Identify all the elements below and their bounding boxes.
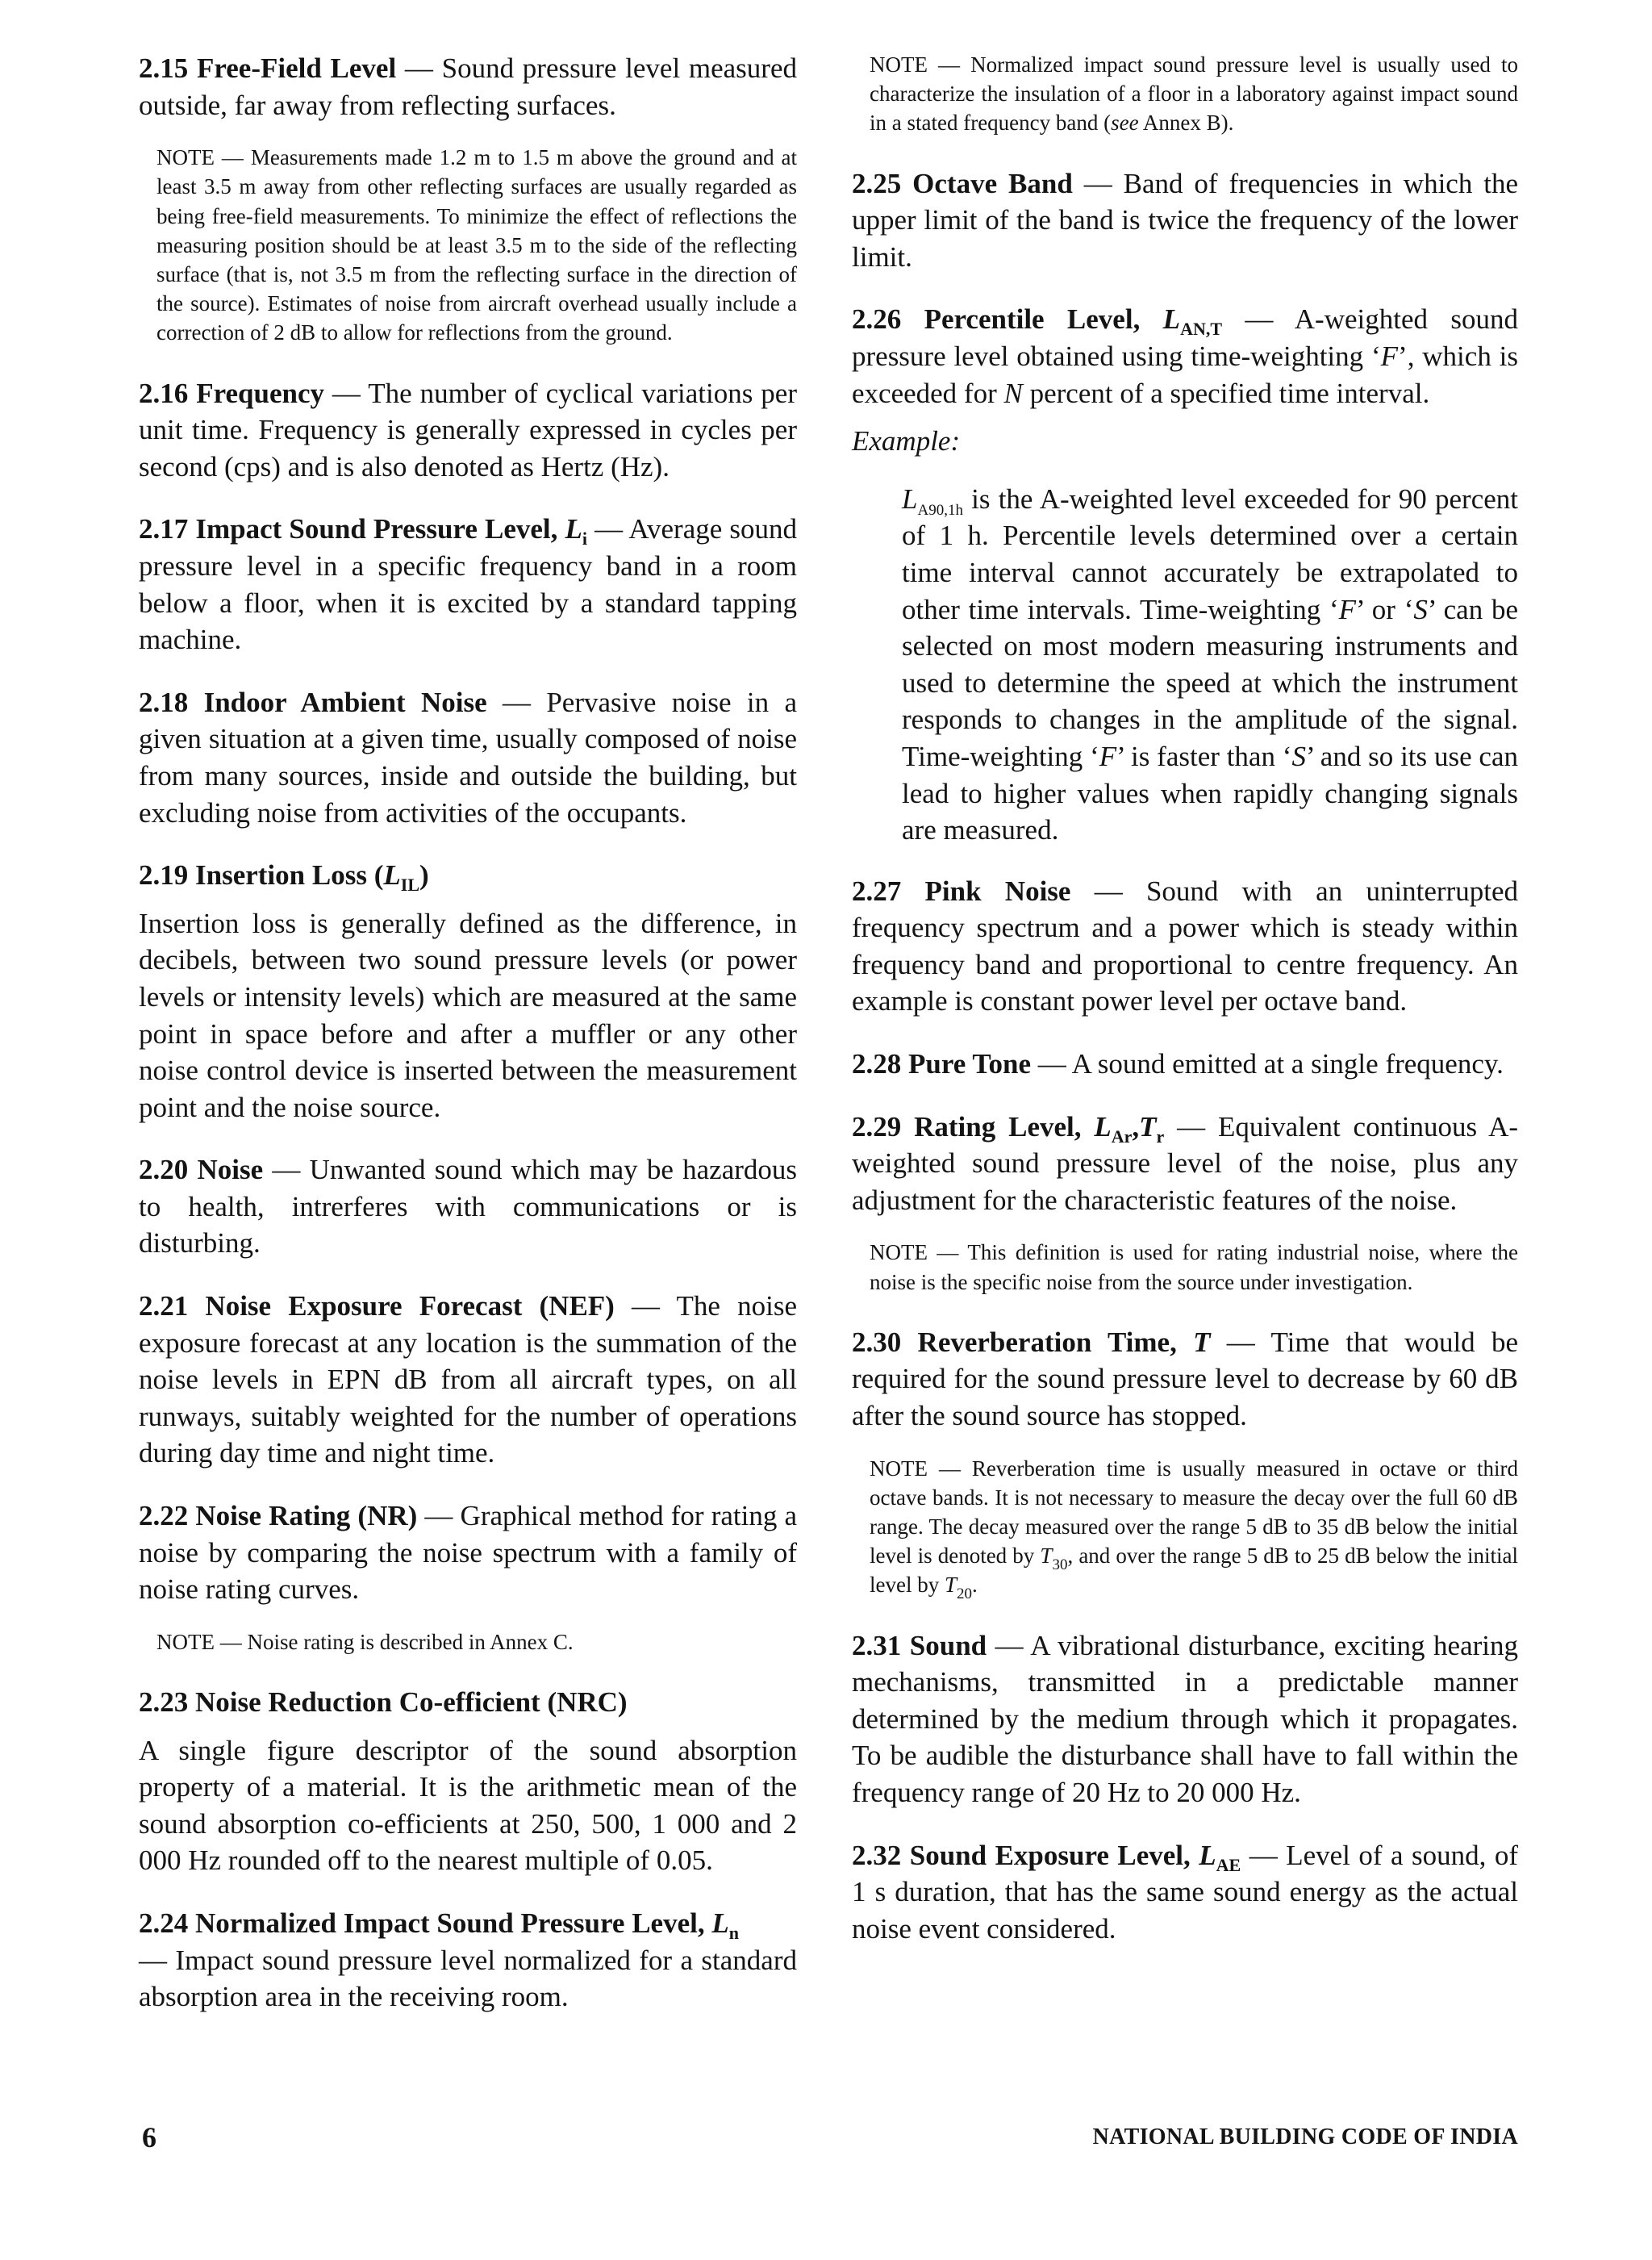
clause-heading: 2.23 Noise Reduction Co-efficient (NRC) bbox=[139, 1686, 628, 1719]
subscript: r bbox=[1156, 1126, 1165, 1147]
dash: — bbox=[1241, 1839, 1287, 1871]
dash: — bbox=[1031, 1048, 1072, 1080]
symbol: L bbox=[383, 859, 401, 892]
symbol: T bbox=[944, 1573, 957, 1598]
subscript: AN,T bbox=[1180, 319, 1223, 340]
heading-text: 2.29 Rating Level, bbox=[852, 1110, 1095, 1143]
note-text: NOTE — Normalized impact sound pressure level is usually used to characterize the insulation of a floor in a laboratory against impact sound in a stated frequency band ( bbox=[870, 52, 1518, 136]
clause-heading bbox=[139, 1907, 739, 1943]
dash: — bbox=[987, 1629, 1031, 1661]
clause-2-19-heading bbox=[139, 857, 797, 894]
dash: — bbox=[263, 1154, 310, 1186]
clause-2-20 bbox=[139, 1151, 797, 1262]
clause-heading bbox=[852, 303, 1223, 340]
clause-heading: 2.16 Frequency bbox=[139, 377, 324, 409]
symbol: L bbox=[565, 513, 582, 545]
symbol: T bbox=[1040, 1544, 1053, 1569]
heading-text: 2.17 Impact Sound Pressure Level, bbox=[139, 513, 565, 545]
symbol: L bbox=[711, 1907, 729, 1939]
clause-2-16 bbox=[139, 375, 797, 486]
italic-f: F bbox=[1380, 340, 1399, 372]
symbol: T bbox=[1139, 1110, 1157, 1143]
note-text: , and over the range 5 dB to 25 dB below the initial level by bbox=[870, 1544, 1518, 1598]
right-column bbox=[852, 50, 1518, 1973]
clause-heading: 2.15 Free-Field Level bbox=[139, 52, 397, 84]
clause-text: Pervasive noise in a given situation at a given time, usually composed of noise from many sources, inside and outside the building, but excluding noise from activities of the occupants. bbox=[139, 686, 797, 829]
italic-f: F bbox=[1338, 593, 1357, 625]
subscript: Ar bbox=[1111, 1126, 1133, 1147]
subscript: IL bbox=[400, 875, 420, 896]
clause-2-22 bbox=[139, 1498, 797, 1608]
clause-heading bbox=[139, 513, 588, 549]
note-text-end: Annex B). bbox=[1138, 111, 1234, 136]
clause-heading bbox=[852, 1110, 1165, 1147]
clause-text: A-weighted sound pressure level obtained using time-weighting ‘ bbox=[852, 303, 1518, 372]
clause-text: Sound pressure level measured outside, far away from reflecting surfaces. bbox=[139, 52, 797, 121]
clause-2-24 bbox=[139, 1905, 797, 2016]
note-2-22: NOTE — Noise rating is described in Annex C. bbox=[156, 1629, 574, 1654]
dash: — bbox=[396, 52, 442, 84]
clause-text: ’, which is exceeded for bbox=[852, 340, 1518, 409]
dash: — bbox=[323, 377, 369, 409]
italic-s: S bbox=[1413, 593, 1428, 625]
note-2-15: NOTE — Measurements made 1.2 m to 1.5 m above the ground and at least 3.5 m away from other reflecting surfaces are usually regarded as being free-field measurements. To minimize the effect of reflections the measuring position should be at least 3.5 m to the side of the reflecting surface (that is, not 3.5 m from the reflecting surface in the direction of the source). Estimates of noise from aircraft overhead usually include a correction of 2 dB to allow for reflections from the ground. bbox=[156, 145, 797, 345]
dash: — bbox=[1164, 1110, 1219, 1143]
note-text: NOTE — Reverberation time is usually measured in octave or third octave bands. It is not necessary to measure the decay over the full 60 dB range. The decay measured over the range 5 dB to 35 dB below the initial level is denoted by bbox=[870, 1456, 1518, 1569]
clause-2-29 bbox=[852, 1109, 1518, 1219]
clause-heading: 2.28 Pure Tone bbox=[852, 1048, 1032, 1080]
heading-text: 2.32 Sound Exposure Level, bbox=[852, 1839, 1199, 1871]
clause-heading: 2.21 Noise Exposure Forecast (NEF) bbox=[139, 1290, 615, 1322]
clause-2-18 bbox=[139, 684, 797, 831]
italic-s: S bbox=[1291, 740, 1306, 772]
subscript: 30 bbox=[1052, 1556, 1068, 1574]
italic-f: F bbox=[1099, 740, 1117, 772]
symbol: L bbox=[1162, 303, 1181, 336]
clause-text: Equivalent continuous A-weighted sound pressure level of the noise, plus any adjustment for the characteristic features of the noise. bbox=[852, 1110, 1518, 1216]
note-2-30 bbox=[870, 1454, 1518, 1603]
clause-text: Graphical method for rating a noise by comparing the noise spectrum with a family of noise rating curves. bbox=[139, 1500, 798, 1606]
clause-2-31 bbox=[852, 1627, 1518, 1811]
dash: — bbox=[486, 686, 547, 718]
clause-heading: 2.22 Noise Rating (NR) bbox=[139, 1500, 418, 1532]
subscript: A90,1h bbox=[917, 501, 963, 519]
dash: — bbox=[1210, 1326, 1271, 1358]
clause-2-17 bbox=[139, 511, 797, 658]
clause-text: The noise exposure forecast at any location is the summation of the noise levels in EPN dB from all aircraft types, on all runways, suitably weighted for the number of operations during day time and night time. bbox=[139, 1290, 797, 1469]
heading-text: 2.24 Normalized Impact Sound Pressure Level, bbox=[139, 1907, 712, 1939]
dash: — bbox=[1070, 875, 1146, 907]
example-text: is the A-weighted level exceeded for 90 percent of 1 h. Percentile levels determined over a certain time interval cannot accurately be extrapolated to other time intervals. Time-weighting ‘ bbox=[902, 482, 1518, 625]
clause-heading bbox=[139, 859, 429, 896]
clause-text: A vibrational disturbance, exciting hearing mechanisms, transmitted in a predictable manner determined by the medium through which it propagates. To be audible the disturbance shall have to fall within the frequency range of 20 Hz to 20 000 Hz. bbox=[852, 1629, 1518, 1809]
heading-text: 2.26 Percentile Level, bbox=[852, 303, 1163, 336]
clause-text: Time that would be required for the sound pressure level to decrease by 60 dB after the sound source has stopped. bbox=[852, 1326, 1518, 1432]
heading-text: 2.19 Insertion Loss ( bbox=[139, 859, 384, 892]
clause-2-23-text: A single figure descriptor of the sound absorption property of a material. It is the arithmetic mean of the sound absorption co-efficients at 250, 500, 1 000 and 2 000 Hz rounded off to the nearest multiple of 0.05. bbox=[139, 1734, 797, 1877]
note-text: . bbox=[972, 1573, 978, 1598]
clause-heading: 2.20 Noise bbox=[139, 1154, 264, 1186]
clause-text: Band of frequencies in which the upper limit of the band is twice the frequency of the lower limit. bbox=[852, 167, 1518, 273]
clause-heading: 2.27 Pink Noise bbox=[852, 875, 1071, 907]
clause-2-25 bbox=[852, 165, 1518, 276]
example-text: ’ or ‘ bbox=[1356, 593, 1414, 625]
clause-text: Sound with an uninterrupted frequency spectrum and a power which is steady within frequency band and proportional to centre frequency. An example is constant power level per octave band. bbox=[852, 875, 1519, 1017]
example-text: ’ is faster than ‘ bbox=[1116, 740, 1292, 772]
clause-2-32 bbox=[852, 1837, 1518, 1948]
dash: — bbox=[587, 513, 629, 545]
symbol: L bbox=[1094, 1110, 1112, 1143]
clause-heading: 2.25 Octave Band bbox=[852, 167, 1073, 199]
example-label bbox=[852, 423, 1518, 460]
clause-2-19-text: Insertion loss is generally defined as the difference, in decibels, between two sound pressure levels (or power levels or intensity levels) which are measured at the same point in space before and after a muffler or any other noise control device is inserted between the measurement point and the noise source. bbox=[139, 907, 797, 1123]
clause-heading: 2.18 Indoor Ambient Noise bbox=[139, 686, 487, 718]
heading-text: 2.30 Reverberation Time, bbox=[852, 1326, 1194, 1358]
clause-heading: 2.31 Sound bbox=[852, 1629, 987, 1661]
note-2-29: NOTE — This definition is used for rating industrial noise, where the noise is the specific noise from the source under investigation. bbox=[870, 1240, 1518, 1294]
clause-text: Average sound pressure level in a specific frequency band in a room below a floor, when it is excited by a standard tapping machine. bbox=[139, 513, 798, 656]
clause-text: percent of a specified time interval. bbox=[1022, 377, 1430, 409]
clause-2-15 bbox=[139, 50, 797, 123]
clause-heading bbox=[852, 1839, 1241, 1875]
clause-2-21 bbox=[139, 1288, 797, 1472]
clause-text: Unwanted sound which may be hazardous to health, intrerferes with communications or is disturbing. bbox=[139, 1154, 798, 1260]
subscript: 20 bbox=[957, 1585, 973, 1603]
comma: , bbox=[1132, 1110, 1140, 1143]
dash: — bbox=[1222, 303, 1295, 336]
example-body bbox=[902, 481, 1518, 849]
example-text: ’ can be selected on most modern measuring instruments and used to determine the speed at which the instrument responds to changes in the amplitude of the signal. Time-weighting ‘ bbox=[902, 593, 1518, 772]
symbol: L bbox=[1199, 1839, 1216, 1871]
clause-2-27 bbox=[852, 873, 1518, 1020]
subscript: AE bbox=[1216, 1854, 1241, 1875]
subscript: n bbox=[728, 1923, 739, 1943]
clause-heading bbox=[852, 1326, 1211, 1358]
note-italic: see bbox=[1111, 111, 1139, 136]
note-2-24 bbox=[870, 50, 1518, 138]
dash: — bbox=[614, 1290, 677, 1322]
italic-n: N bbox=[1003, 377, 1023, 409]
clause-2-23-heading bbox=[139, 1684, 797, 1721]
example-colon: : bbox=[950, 425, 961, 457]
paren: ) bbox=[419, 859, 429, 892]
page-number: 6 bbox=[142, 2121, 156, 2153]
clause-text: Level of a sound, of 1 s duration, that has the same sound energy as the actual noise event considered. bbox=[852, 1839, 1519, 1945]
clause-2-26 bbox=[852, 301, 1518, 411]
clause-2-30 bbox=[852, 1324, 1518, 1435]
symbol: L bbox=[902, 482, 918, 515]
clause-text: The number of cyclical variations per unit time. Frequency is generally expressed in cycles per second (cps) and is also denoted as Hertz (Hz). bbox=[139, 377, 797, 482]
example-text: ’ and so its use can lead to higher values when rapidly changing signals are measured. bbox=[902, 740, 1518, 846]
clause-text: A sound emitted at a single frequency. bbox=[1071, 1048, 1504, 1080]
clause-text: Impact sound pressure level normalized for a standard absorption area in the receiving room. bbox=[139, 1944, 798, 2013]
subscript: i bbox=[582, 528, 588, 549]
clause-2-28 bbox=[852, 1046, 1518, 1083]
symbol: T bbox=[1193, 1326, 1211, 1358]
dash: — bbox=[139, 1944, 176, 1976]
footer-title: NATIONAL BUILDING CODE OF INDIA bbox=[1092, 2124, 1518, 2149]
dash: — bbox=[417, 1500, 461, 1532]
left-column bbox=[139, 50, 797, 2041]
example-word: Example bbox=[852, 425, 951, 457]
dash: — bbox=[1072, 167, 1124, 199]
